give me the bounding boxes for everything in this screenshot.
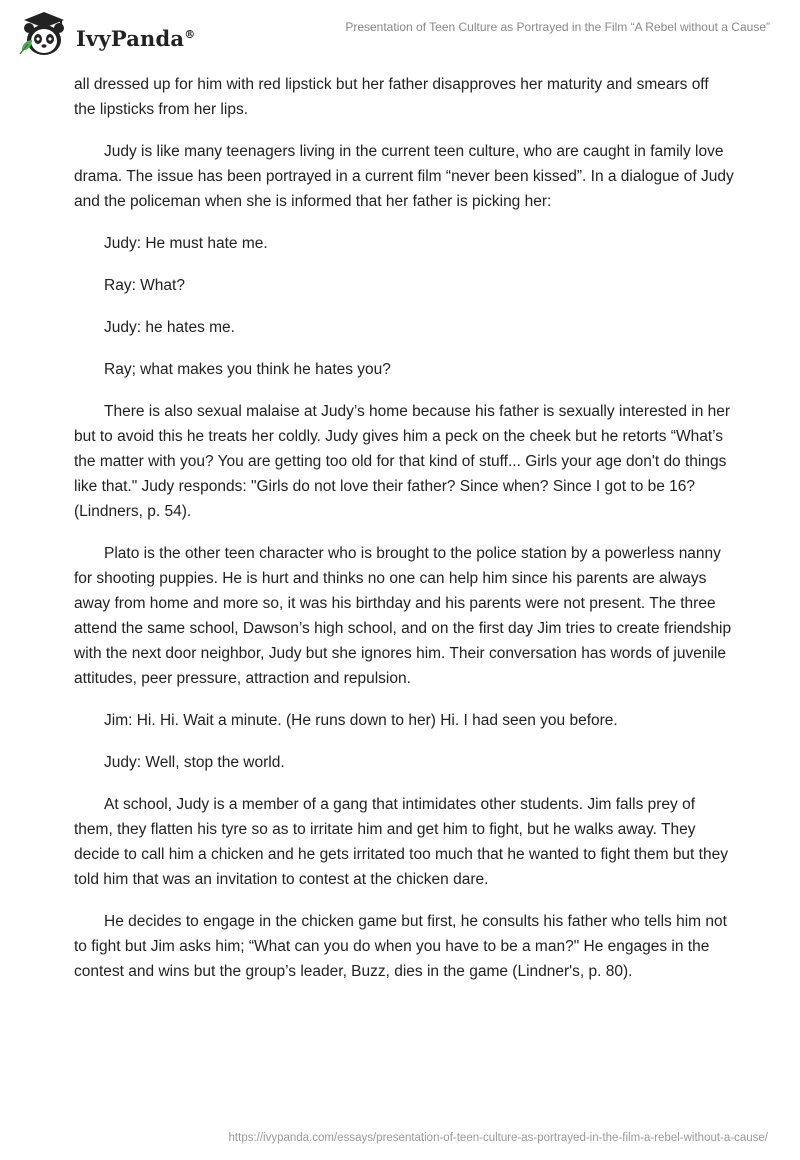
document-title: Presentation of Teen Culture as Portrayed in the Film “A Rebel without a Cause”: [345, 20, 770, 34]
body-paragraph: He decides to engage in the chicken game but first, he consults his father who tells him not to fight but Jim asks him; “What can you do when you have to be a man?" He engages in the contest and wins but the group’s leader, Buzz, dies in the game (Lindner's, p. 80).: [74, 913, 727, 980]
dialogue-line: Ray: What?: [104, 277, 185, 294]
dialogue-line: Jim: Hi. Hi. Wait a minute. (He runs down to her) Hi. I had seen you before.: [104, 712, 618, 729]
source-url[interactable]: https://ivypanda.com/essays/presentation-of-teen-culture-as-portrayed-in-the-film-a-rebel-without-a-cause/: [228, 1132, 768, 1144]
body-paragraph: all dressed up for him with red lipstick but her father disapproves her maturity and smears off the lipsticks from her lips.: [74, 76, 709, 118]
dialogue-line: Ray; what makes you think he hates you?: [104, 361, 391, 378]
dialogue-line: Judy: he hates me.: [104, 319, 235, 336]
ivypanda-logo[interactable]: [16, 10, 195, 60]
dialogue-line: Judy: Well, stop the world.: [104, 754, 285, 771]
essay-body: [74, 72, 734, 1001]
panda-logo-icon: [16, 10, 72, 60]
body-paragraph: Judy is like many teenagers living in the current teen culture, who are caught in family love drama. The issue has been portrayed in a current film “never been kissed”. In a dialogue of Judy and the policeman when she is informed that her father is picking her:: [74, 143, 734, 210]
logo-wordmark: IvyPanda®: [76, 25, 196, 51]
body-paragraph: At school, Judy is a member of a gang that intimidates other students. Jim falls prey of them, they flatten his tyre so as to irritate him and get him to fight, but he walks away. They decide to call him a chicken and he gets irritated too much that he wanted to fight them but they told him that was an invitation to contest at the chicken dare.: [74, 796, 728, 888]
body-paragraph: There is also sexual malaise at Judy’s home because his father is sexually interested in her but to avoid this he treats her coldly. Judy gives him a peck on the cheek but he retorts “What’s the matter with you? You are getting too old for that kind of stuff... Girls your age don't do things like that." Judy responds: "Girls do not love their father? Since when? Since I got to be 16? (Lindners, p. 54).: [74, 403, 731, 520]
page-header: [0, 0, 800, 68]
body-paragraph: Plato is the other teen character who is brought to the police station by a powerless nanny for shooting puppies. He is hurt and thinks no one can help him since his parents are always away from home and more so, it was his birthday and his parents were not present. The three attend the same school, Dawson’s high school, and on the first day Jim tries to create friendship with the next door neighbor, Judy but she ignores him. Their conversation has words of juvenile attitudes, peer pressure, attraction and repulsion.: [74, 545, 732, 687]
dialogue-line: Judy: He must hate me.: [104, 235, 268, 252]
